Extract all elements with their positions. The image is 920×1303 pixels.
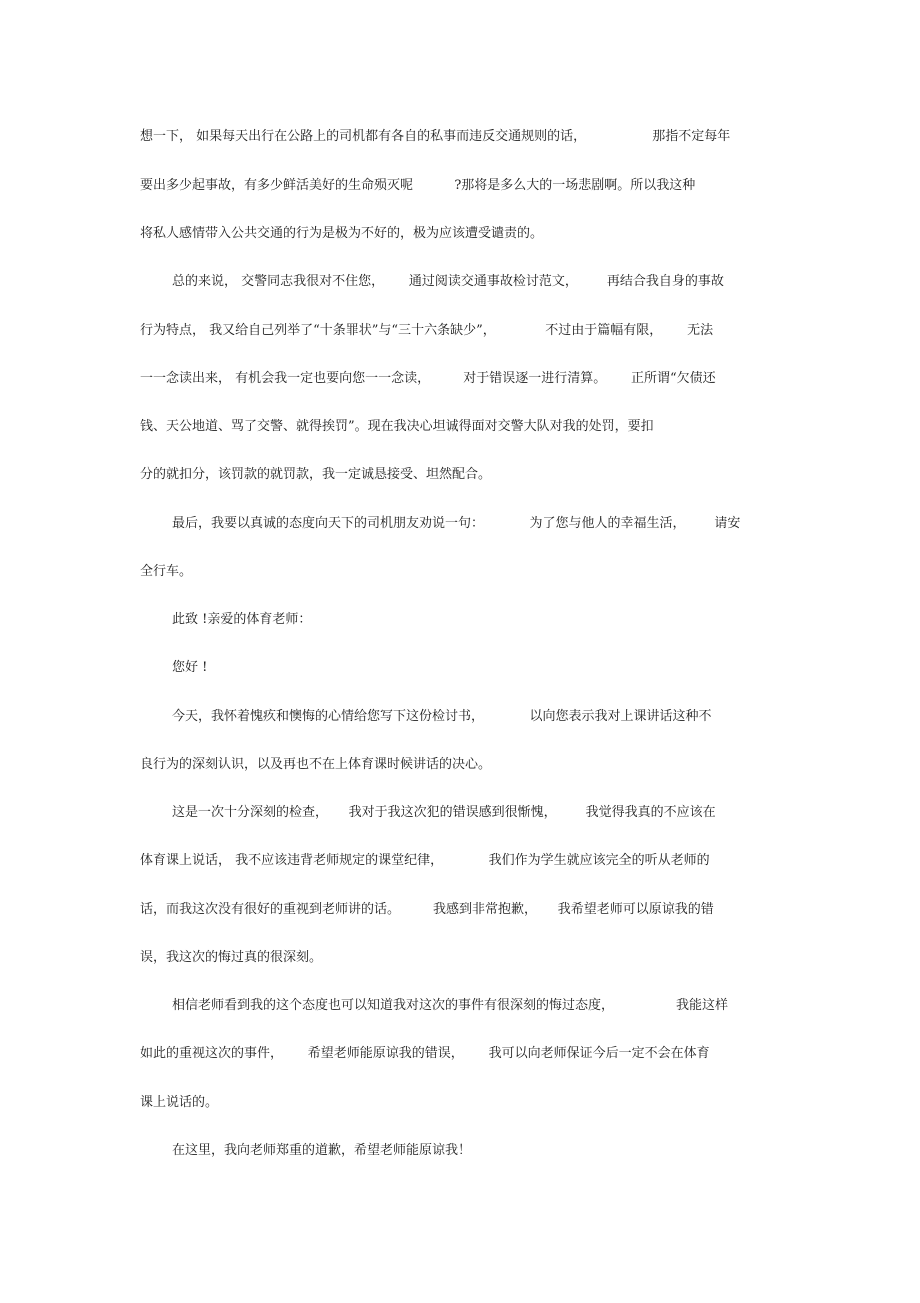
text-line-15: 这是一次十分深刻的检查， 我对于我这次犯的错误感到很惭愧， 我觉得我真的不应该在 [172,805,716,820]
text-line-20: 如此的重视这次的事件， 希望老师能原谅我的错误， 我可以向老师保证今后一定不会在体育 [140,1046,710,1061]
text-line-18: 误，我这次的悔过真的很深刻。 [140,950,323,965]
text-line-5: 行为特点， 我又给自己列举了“十条罪状”与“三十六条缺少”， 不过由于篇幅有限， 无法 [140,323,714,338]
text-line-1: 想一下， 如果每天出行在公路上的司机都有各自的私事而违反交通规则的话， 那指不定每年 [140,129,731,144]
text-line-6: 一一念读出来， 有机会我一定也要向您一一念读， 对于错误逐一进行清算。 正所谓“欠债还 [140,371,716,386]
text-line-14: 良行为的深刻认识，以及再也不在上体育课时候讲话的决心。 [140,757,492,772]
text-line-13: 今天，我怀着愧疚和懊悔的心情给您写下这份检讨书， 以向您表示我对上课讲话这种不 [172,709,712,724]
text-line-19: 相信老师看到我的这个态度也可以知道我对这次的事件有很深刻的悔过态度， 我能这样 [172,998,728,1013]
text-line-11: 此致 !亲爱的体育老师： [172,612,312,627]
text-line-10: 全行车。 [140,564,193,579]
text-line-16: 体育课上说话， 我不应该违背老师规定的课堂纪律， 我们作为学生就应该完全的听从老师的 [140,853,710,868]
text-line-17: 话，而我这次没有很好的重视到老师讲的话。 我感到非常抱歉， 我希望老师可以原谅我的错 [140,902,714,917]
text-line-8: 分的就扣分，该罚款的就罚款，我一定诚恳接受、坦然配合。 [140,467,492,482]
text-line-2: 要出多少起事故，有多少鲜活美好的生命殒灭呢 ?那将是多么大的一场悲剧啊。所以我这种 [140,178,696,193]
text-line-7: 钱、天公地道、骂了交警、就得挨罚”。现在我决心坦诚得面对交警大队对我的处罚，要扣 [140,419,654,434]
text-line-3: 将私人感情带入公共交通的行为是极为不好的，极为应该遭受谴责的。 [140,226,544,241]
text-line-4: 总的来说， 交警同志我很对不住您， 通过阅读交通事故检讨范文， 再结合我自身的事故 [172,274,724,289]
text-line-9: 最后，我要以真诚的态度向天下的司机朋友劝说一句： 为了您与他人的幸福生活， 请安 [172,516,741,531]
text-line-22: 在这里，我向老师郑重的道歉，希望老师能原谅我！ [172,1143,472,1158]
text-line-21: 课上说话的。 [140,1095,219,1110]
text-line-12: 您好 ! [172,660,208,675]
